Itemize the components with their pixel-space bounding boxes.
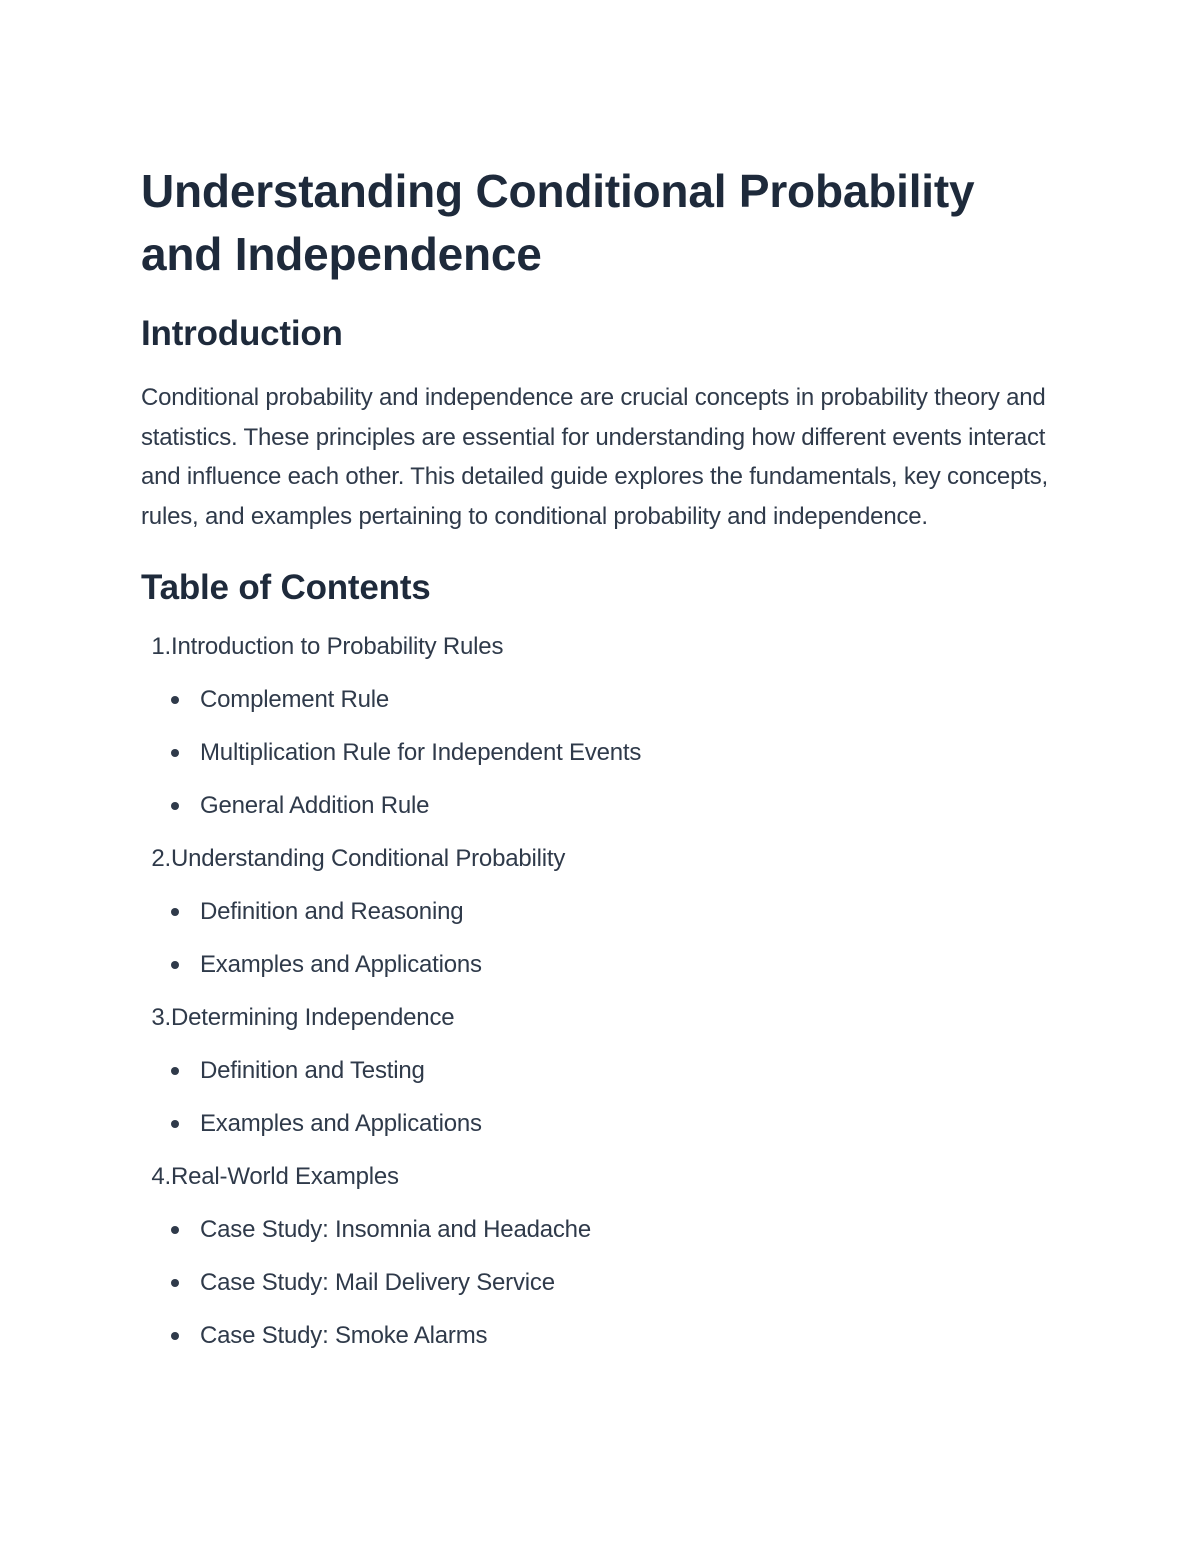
bullet-icon [171, 696, 179, 704]
toc-subitem-label: Multiplication Rule for Independent Events [200, 739, 642, 766]
bullet-icon [171, 1120, 179, 1128]
bullet-icon [171, 749, 179, 757]
toc-item [141, 844, 1061, 897]
introduction-paragraph: Conditional probability and independence are crucial concepts in probability theory and statistics. These principles are essential for understanding how different events interact and influence each other. This detailed guide explores the fundamentals, key concepts, rules, and examples pertaining to conditional probability and independence. [141, 384, 1048, 530]
toc-subitem-label: Case Study: Smoke Alarms [200, 1322, 488, 1349]
bullet-icon [171, 1067, 179, 1075]
toc-item [141, 1003, 1061, 1056]
introduction-heading: Introduction [141, 314, 343, 353]
toc-item-number: 4. [151, 1163, 171, 1190]
toc-subitem [141, 1268, 1061, 1321]
toc-subitem-label: Case Study: Mail Delivery Service [200, 1269, 555, 1296]
toc-heading: Table of Contents [141, 568, 431, 607]
toc-item [141, 1162, 1061, 1215]
bullet-icon [171, 802, 179, 810]
toc-subitem-label: Definition and Testing [200, 1057, 425, 1084]
toc-subitem-label: Complement Rule [200, 686, 390, 713]
bullet-icon [171, 1279, 179, 1287]
toc-subitem [141, 1321, 1061, 1374]
toc-subitem-label: Case Study: Insomnia and Headache [200, 1216, 591, 1243]
document-page [141, 160, 1061, 1374]
toc-subitem [141, 1109, 1061, 1162]
toc-item-number: 1. [151, 633, 171, 660]
bullet-icon [171, 1226, 179, 1234]
toc-subitem [141, 738, 1061, 791]
toc-subitem-label: General Addition Rule [200, 792, 430, 819]
bullet-icon [171, 908, 179, 916]
bullet-icon [171, 1332, 179, 1340]
toc-item [141, 632, 1061, 685]
table-of-contents [141, 632, 1061, 1374]
toc-item-label: Understanding Conditional Probability [171, 845, 566, 872]
bullet-icon [171, 961, 179, 969]
toc-item-label: Real-World Examples [171, 1163, 399, 1190]
toc-subitem [141, 897, 1061, 950]
toc-subitem [141, 950, 1061, 1003]
toc-item-number: 3. [151, 1004, 171, 1031]
toc-subitem-label: Examples and Applications [200, 951, 482, 978]
toc-subitem [141, 1215, 1061, 1268]
toc-item-label: Introduction to Probability Rules [171, 633, 504, 660]
toc-subitem [141, 1056, 1061, 1109]
toc-item-label: Determining Independence [171, 1004, 455, 1031]
toc-item-number: 2. [151, 845, 171, 872]
toc-subitem [141, 685, 1061, 738]
toc-subitem [141, 791, 1061, 844]
toc-subitem-label: Examples and Applications [200, 1110, 482, 1137]
document-title: Understanding Conditional Probability and Independence [141, 165, 975, 280]
toc-subitem-label: Definition and Reasoning [200, 898, 464, 925]
